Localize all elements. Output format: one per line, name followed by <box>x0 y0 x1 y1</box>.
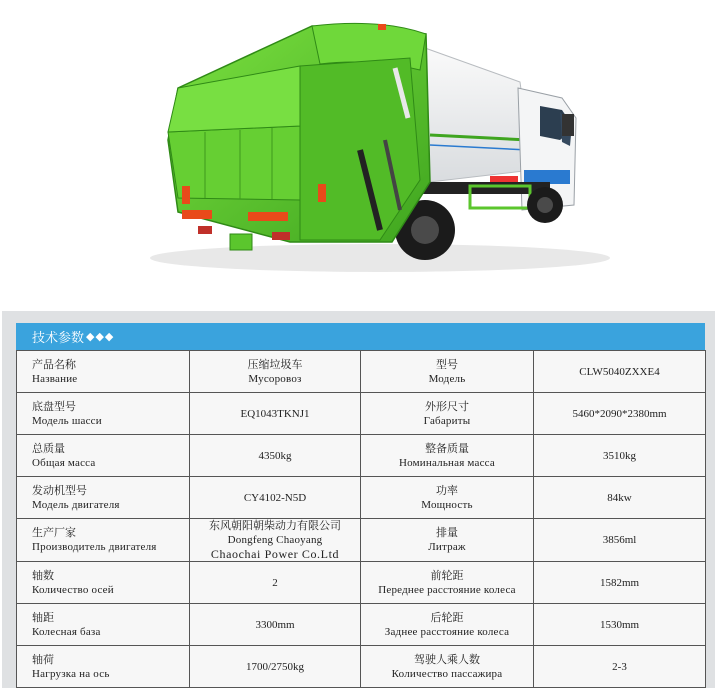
label-zh: 发动机型号 <box>32 483 87 497</box>
param-value <box>190 519 361 562</box>
label-ru: Нагрузка на ось <box>32 667 110 680</box>
label-zh: 整备质量 <box>425 441 469 455</box>
label-zh: 轴荷 <box>32 652 54 666</box>
label-ru: Габариты <box>423 414 471 427</box>
table-row <box>17 519 706 562</box>
label-zh: 底盘型号 <box>32 399 76 413</box>
label-zh: 功率 <box>436 483 458 497</box>
label-ru: Модель шасси <box>32 414 102 427</box>
label-zh: 排量 <box>436 526 458 539</box>
param-label <box>361 393 534 435</box>
label-ru: Колесная база <box>32 625 101 638</box>
label-ru: Заднее расстояние колеса <box>384 625 510 638</box>
section-title: 技术参数 <box>32 331 85 346</box>
param-value: 1530mm <box>534 604 706 646</box>
param-label <box>17 562 190 604</box>
value-zh: 压缩垃圾车 <box>247 357 303 371</box>
label-zh: 外形尺寸 <box>425 399 469 413</box>
param-label <box>361 562 534 604</box>
param-label <box>17 646 190 688</box>
param-value: 2-3 <box>534 646 706 688</box>
table-row <box>17 604 706 646</box>
param-value: CY4102-N5D <box>190 477 361 519</box>
param-value: 3300mm <box>190 604 361 646</box>
label-zh: 轴数 <box>32 568 54 582</box>
spec-table <box>16 350 706 688</box>
param-label <box>17 351 190 393</box>
param-label <box>17 477 190 519</box>
label-zh: 后轮距 <box>430 610 464 624</box>
table-row <box>17 562 706 604</box>
param-value: CLW5040ZXXE4 <box>534 351 706 393</box>
table-row <box>17 393 706 435</box>
param-value: 3856ml <box>534 519 706 562</box>
label-ru: Модель <box>428 372 466 385</box>
param-label <box>361 435 534 477</box>
table-row <box>17 435 706 477</box>
table-row <box>17 351 706 393</box>
param-value: 4350kg <box>190 435 361 477</box>
label-ru: Модель двигателя <box>32 498 120 511</box>
param-label <box>361 646 534 688</box>
param-value: 1700/2750kg <box>190 646 361 688</box>
param-label <box>17 435 190 477</box>
label-ru: Производитель двигателя <box>32 541 157 553</box>
section-header <box>16 323 705 350</box>
label-zh: 轴距 <box>32 610 54 624</box>
param-value: 1582mm <box>534 562 706 604</box>
label-ru: Количество пассажира <box>391 667 503 680</box>
param-label <box>17 604 190 646</box>
table-row <box>17 477 706 519</box>
param-value: 5460*2090*2380mm <box>534 393 706 435</box>
param-value: 3510kg <box>534 435 706 477</box>
label-zh: 产品名称 <box>32 357 76 371</box>
label-ru: Название <box>32 372 78 385</box>
param-label <box>361 477 534 519</box>
param-label <box>361 519 534 562</box>
param-label <box>17 519 190 562</box>
label-ru: Общая масса <box>32 456 96 469</box>
param-label <box>361 604 534 646</box>
value-ru: Мусоровоз <box>248 372 302 385</box>
param-value: 84kw <box>534 477 706 519</box>
param-value: EQ1043TKNJ1 <box>190 393 361 435</box>
garbage-truck-image <box>0 0 717 300</box>
param-label <box>17 393 190 435</box>
label-zh: 总质量 <box>32 441 65 455</box>
label-ru: Мощность <box>421 498 473 511</box>
label-ru: Количество осей <box>32 583 114 596</box>
label-zh: 前轮距 <box>430 568 464 582</box>
label-ru: Номинальная масса <box>399 456 495 469</box>
diamond-bullets-icon: ◆◆◆ <box>86 330 115 343</box>
table-row <box>17 646 706 688</box>
value-en: Chaochai Power Co.Ltd <box>210 547 340 561</box>
label-zh: 生产厂家 <box>32 526 76 539</box>
label-zh: 型号 <box>436 357 458 371</box>
value-zh: 东风朝阳朝柴动力有限公司 <box>209 519 341 532</box>
param-label <box>361 351 534 393</box>
label-zh: 驾驶人乘人数 <box>414 652 480 666</box>
param-value: 2 <box>190 562 361 604</box>
param-value <box>190 351 361 393</box>
label-ru: Переднее расстояние колеса <box>378 583 516 596</box>
value-en: Dongfeng Chaoyang <box>227 534 323 546</box>
spec-panel <box>2 311 715 688</box>
label-ru: Литраж <box>428 541 466 553</box>
